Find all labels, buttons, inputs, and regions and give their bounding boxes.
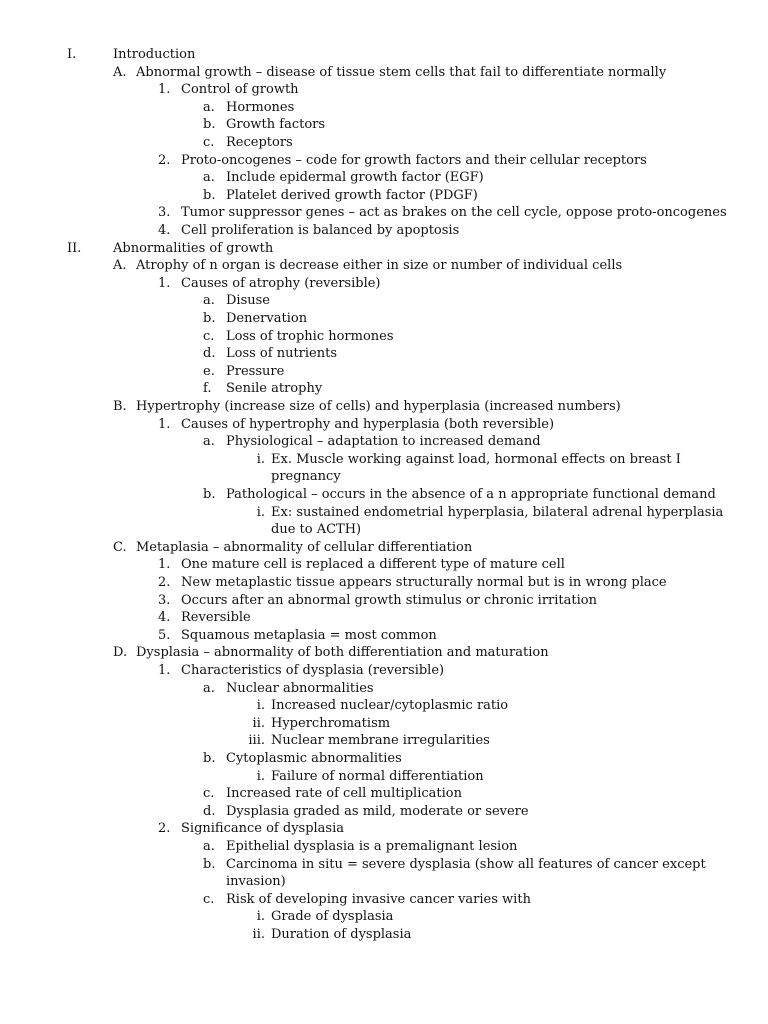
list-marker: II. bbox=[67, 240, 82, 256]
outline-line bbox=[0, 926, 768, 944]
list-marker: e. bbox=[203, 363, 215, 379]
list-marker: iii. bbox=[248, 733, 265, 749]
outline-line bbox=[0, 856, 768, 874]
outline-line bbox=[0, 785, 768, 803]
list-item-text: One mature cell is replaced a different type of mature cell bbox=[181, 557, 565, 573]
list-marker: b. bbox=[203, 487, 216, 502]
list-item-text: Ex: sustained endometrial hyperplasia, bilateral adrenal hyperplasia bbox=[271, 504, 724, 520]
list-item-text: Duration of dysplasia bbox=[271, 927, 412, 942]
outline-line bbox=[0, 451, 768, 469]
list-marker: B. bbox=[113, 399, 127, 414]
list-item-text: Reversible bbox=[181, 610, 251, 626]
outline-line bbox=[0, 521, 768, 539]
list-item-text: pregnancy bbox=[271, 469, 341, 485]
list-marker: a. bbox=[203, 839, 215, 854]
list-marker: 1. bbox=[158, 416, 171, 432]
outline-line bbox=[0, 468, 768, 486]
outline-line bbox=[0, 891, 768, 909]
list-item-text: Increased nuclear/cytoplasmic ratio bbox=[271, 698, 509, 714]
list-marker: i. bbox=[256, 698, 265, 714]
list-item-text: Causes of atrophy (reversible) bbox=[181, 275, 381, 291]
outline-line bbox=[0, 838, 768, 856]
outline-line bbox=[0, 644, 768, 662]
list-item-text: Atrophy of n organ is decrease either in size or number of individual cells bbox=[136, 258, 623, 274]
outline-line bbox=[0, 222, 768, 240]
list-marker: c. bbox=[203, 328, 215, 344]
outline-line bbox=[0, 768, 768, 786]
list-item-text: Abnormal growth – disease of tissue stem cells that fail to differentiate normally bbox=[136, 64, 667, 80]
outline-line bbox=[0, 363, 768, 381]
list-marker: b. bbox=[203, 751, 216, 766]
list-marker: I. bbox=[67, 47, 77, 62]
list-item-text: Loss of nutrients bbox=[226, 346, 338, 362]
outline-line bbox=[0, 169, 768, 187]
outline-line bbox=[0, 380, 768, 398]
list-item-text: Nuclear membrane irregularities bbox=[271, 733, 490, 749]
list-item-text: Disuse bbox=[226, 293, 270, 309]
list-item-text: Hypertrophy (increase size of cells) and hyperplasia (increased numbers) bbox=[136, 399, 621, 414]
list-marker: i. bbox=[256, 768, 265, 784]
outline-line bbox=[0, 556, 768, 574]
list-item-text: Cell proliferation is balanced by apoptosis bbox=[181, 223, 460, 238]
outline-line bbox=[0, 99, 768, 117]
list-item-text: New metaplastic tissue appears structurally normal but is in wrong place bbox=[181, 575, 667, 590]
list-item-text: Increased rate of cell multiplication bbox=[226, 786, 462, 802]
list-item-text: Squamous metaplasia = most common bbox=[181, 627, 437, 643]
list-marker: A. bbox=[113, 64, 127, 80]
outline-line bbox=[0, 152, 768, 170]
list-item-text: Causes of hypertrophy and hyperplasia (both reversible) bbox=[181, 416, 555, 432]
list-marker: i. bbox=[256, 451, 265, 467]
list-item-text: Ex. Muscle working against load, hormonal effects on breast I bbox=[271, 451, 681, 467]
outline-line bbox=[0, 662, 768, 680]
list-item-text: Dysplasia – abnormality of both differentiation and maturation bbox=[136, 645, 549, 661]
list-item-text: Occurs after an abnormal growth stimulus or chronic irritation bbox=[181, 592, 597, 608]
list-marker: 4. bbox=[158, 223, 171, 238]
list-item-text: Metaplasia – abnormality of cellular differentiation bbox=[136, 539, 473, 555]
outline-line bbox=[0, 275, 768, 293]
list-marker: b. bbox=[203, 187, 216, 203]
list-marker: a. bbox=[203, 99, 215, 115]
outline-line bbox=[0, 204, 768, 222]
outline-line bbox=[0, 433, 768, 451]
list-item-text: due to ACTH) bbox=[271, 522, 362, 538]
outline-line bbox=[0, 345, 768, 363]
outline-line bbox=[0, 116, 768, 134]
list-item-text: invasion) bbox=[226, 874, 286, 890]
outline-line bbox=[0, 64, 768, 82]
list-marker: ii. bbox=[252, 927, 265, 942]
list-marker: ii. bbox=[252, 715, 265, 731]
list-marker: A. bbox=[113, 258, 127, 274]
list-item-text: Control of growth bbox=[181, 82, 299, 98]
list-item-text: Physiological – adaptation to increased demand bbox=[226, 434, 541, 450]
list-item-text: Carcinoma in situ = severe dysplasia (show all features of cancer except bbox=[226, 856, 706, 872]
outline-line bbox=[0, 257, 768, 275]
list-marker: D. bbox=[113, 645, 128, 661]
list-item-text: Platelet derived growth factor (PDGF) bbox=[226, 187, 478, 203]
list-item-text: Cytoplasmic abnormalities bbox=[226, 751, 402, 766]
list-marker: d. bbox=[203, 803, 216, 819]
list-marker: d. bbox=[203, 346, 216, 362]
list-item-text: Receptors bbox=[226, 135, 293, 150]
list-item-text: Failure of normal differentiation bbox=[271, 768, 484, 784]
outline-line bbox=[0, 873, 768, 891]
list-marker: a. bbox=[203, 434, 215, 450]
outline-line bbox=[0, 240, 768, 258]
list-marker: c. bbox=[203, 135, 215, 150]
outline-line bbox=[0, 504, 768, 522]
outline-line bbox=[0, 310, 768, 328]
outline-line bbox=[0, 134, 768, 152]
list-item-text: Dysplasia graded as mild, moderate or severe bbox=[226, 803, 529, 819]
outline-line bbox=[0, 292, 768, 310]
list-item-text: Proto-oncogenes – code for growth factors and their cellular receptors bbox=[181, 152, 647, 168]
outline-line bbox=[0, 187, 768, 205]
list-marker: b. bbox=[203, 856, 216, 872]
list-item-text: Growth factors bbox=[226, 117, 326, 133]
outline-line bbox=[0, 732, 768, 750]
list-item-text: Pathological – occurs in the absence of a n appropriate functional demand bbox=[226, 487, 716, 502]
list-item-text: Denervation bbox=[226, 311, 308, 326]
list-marker: 3. bbox=[158, 205, 171, 221]
list-item-text: Nuclear abnormalities bbox=[226, 680, 374, 696]
list-item-text: Grade of dysplasia bbox=[271, 909, 394, 925]
list-item-text: Hyperchromatism bbox=[271, 715, 391, 731]
outline-line bbox=[0, 609, 768, 627]
list-marker: a. bbox=[203, 680, 215, 696]
list-item-text: Tumor suppressor genes – act as brakes on the cell cycle, oppose proto-oncogenes bbox=[181, 205, 727, 221]
list-marker: 1. bbox=[158, 557, 171, 573]
outline-line bbox=[0, 398, 768, 416]
list-marker: c. bbox=[203, 786, 215, 802]
outline-line bbox=[0, 820, 768, 838]
list-item-text: Significance of dysplasia bbox=[181, 821, 345, 837]
outline-line bbox=[0, 46, 768, 64]
list-item-text: Senile atrophy bbox=[226, 381, 323, 397]
outline-line bbox=[0, 592, 768, 610]
list-marker: b. bbox=[203, 117, 216, 133]
list-marker: 1. bbox=[158, 663, 171, 678]
outline-line bbox=[0, 680, 768, 698]
outline-line bbox=[0, 416, 768, 434]
outline-line bbox=[0, 328, 768, 346]
list-item-text: Abnormalities of growth bbox=[113, 240, 274, 256]
list-item-text: Loss of trophic hormones bbox=[226, 328, 394, 344]
list-item-text: Pressure bbox=[226, 363, 285, 379]
list-marker: c. bbox=[203, 891, 215, 907]
list-item-text: Hormones bbox=[226, 99, 295, 115]
list-marker: 2. bbox=[158, 821, 171, 837]
outline-line bbox=[0, 486, 768, 504]
list-item-text: Characteristics of dysplasia (reversible) bbox=[181, 663, 445, 678]
list-marker: 4. bbox=[158, 610, 171, 626]
list-item-text: Epithelial dysplasia is a premalignant lesion bbox=[226, 839, 518, 854]
outline-line bbox=[0, 697, 768, 715]
list-item-text: Include epidermal growth factor (EGF) bbox=[226, 170, 484, 186]
list-item-text: Introduction bbox=[113, 47, 196, 62]
outline-line bbox=[0, 908, 768, 926]
list-marker: b. bbox=[203, 311, 216, 326]
list-marker: 5. bbox=[158, 627, 171, 643]
outline-line bbox=[0, 715, 768, 733]
outline-line bbox=[0, 574, 768, 592]
list-marker: i. bbox=[256, 909, 265, 925]
list-marker: i. bbox=[256, 504, 265, 520]
outline-line bbox=[0, 750, 768, 768]
list-marker: C. bbox=[113, 539, 127, 555]
list-marker: 2. bbox=[158, 152, 171, 168]
list-marker: a. bbox=[203, 170, 215, 186]
outline-line bbox=[0, 803, 768, 821]
list-marker: a. bbox=[203, 293, 215, 309]
list-marker: 1. bbox=[158, 275, 171, 291]
list-marker: 1. bbox=[158, 82, 171, 98]
outline-line bbox=[0, 81, 768, 99]
list-marker: 2. bbox=[158, 575, 171, 590]
list-marker: f. bbox=[203, 381, 212, 397]
outline-line bbox=[0, 539, 768, 557]
list-item-text: Risk of developing invasive cancer varies with bbox=[226, 891, 531, 907]
outline-line bbox=[0, 627, 768, 645]
list-marker: 3. bbox=[158, 592, 171, 608]
